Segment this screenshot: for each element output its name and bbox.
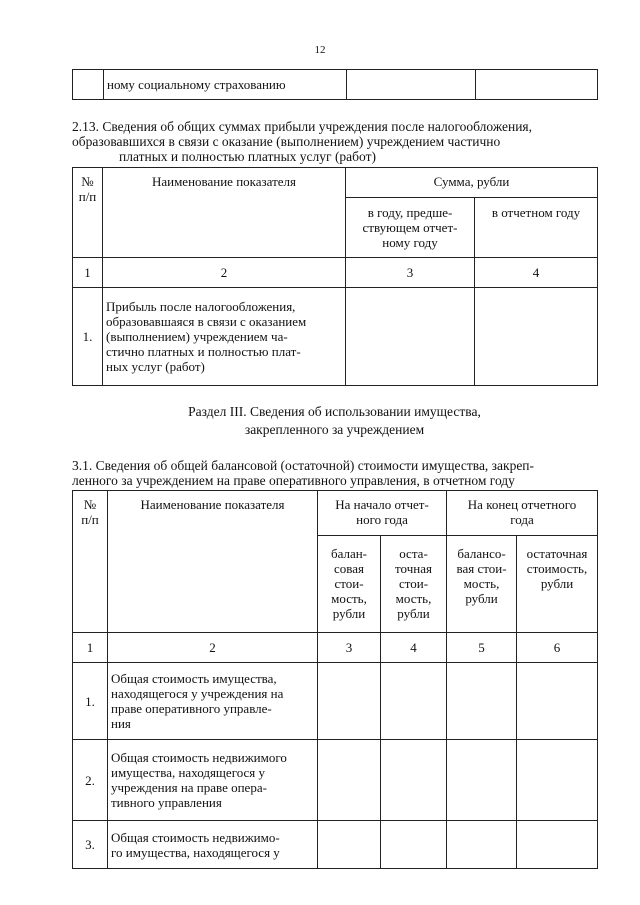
page-number: 12 — [314, 44, 326, 56]
row-num: 1. — [73, 663, 108, 740]
header-sum: Сумма, рубли — [346, 168, 598, 198]
section-3-1-heading-line: ленного за учреждением на праве оперативного управления, в отчетном году — [72, 473, 515, 488]
row-num: 3. — [73, 821, 108, 869]
row-name: Общая стоимость недвижимо- го имущества, находящегося у — [108, 821, 318, 869]
col-number: 3 — [346, 258, 475, 288]
col-number: 1 — [73, 633, 108, 663]
col-number: 2 — [108, 633, 318, 663]
property-value-table — [72, 490, 598, 869]
row-num: 1. — [73, 288, 103, 386]
header-prev-year: в году, предше- ствующем отчет- ному году — [346, 198, 475, 258]
section-2-13-heading-line: 2.13. Сведения об общих суммах прибыли учреждения после налогообложения, — [72, 119, 533, 134]
col-number: 1 — [73, 258, 103, 288]
col-number: 2 — [103, 258, 346, 288]
value-cell — [346, 288, 475, 386]
col-number: 3 — [318, 633, 381, 663]
top-table-text: ному социальному страхованию — [104, 70, 347, 100]
col-number: 6 — [517, 633, 598, 663]
section-3-title-line: Раздел III. Сведения об использовании имущества, — [188, 404, 481, 419]
header-report-year: в отчетном году — [475, 198, 598, 258]
section-3-title-line: закрепленного за учреждением — [244, 422, 425, 437]
row-name: Общая стоимость имущества, находящегося у учреждения на праве оперативного управле- ния — [108, 663, 318, 740]
row-num: 2. — [73, 740, 108, 821]
header-end-balance: балансо- вая стои- мость, рубли — [447, 536, 517, 633]
profit-table — [72, 167, 598, 386]
value-cell — [475, 288, 598, 386]
header-start-balance: балан- совая стои- мость, рубли — [318, 536, 381, 633]
header-num: № п/п — [73, 491, 108, 633]
col-number: 5 — [447, 633, 517, 663]
header-name: Наименование показателя — [103, 168, 346, 258]
header-end-residual: остаточная стоимость, рубли — [517, 536, 598, 633]
row-name: Общая стоимость недвижимого имущества, находящегося у учреждения на праве опера- тивного управления — [108, 740, 318, 821]
header-end-of-year: На конец отчетного года — [447, 491, 598, 536]
col-number: 4 — [381, 633, 447, 663]
col-number: 4 — [475, 258, 598, 288]
header-start-of-year: На начало отчет- ного года — [318, 491, 447, 536]
section-3-1-heading-line: 3.1. Сведения об общей балансовой (остаточной) стоимости имущества, закреп- — [72, 458, 535, 473]
section-2-13-heading-line: платных и полностью платных услуг (работ) — [119, 149, 377, 164]
header-num: № п/п — [73, 168, 103, 258]
row-name: Прибыль после налогообложения, образовавшаяся в связи с оказанием (выполнением) учреждением ча- стично платных и полностью плат- ных услуг (работ) — [103, 288, 346, 386]
section-3-1-heading — [72, 458, 597, 488]
header-name: Наименование показателя — [108, 491, 318, 633]
header-start-residual: оста- точная стои- мость, рубли — [381, 536, 447, 633]
section-2-13-heading — [72, 119, 597, 164]
section-2-13-heading-line: образовавшихся в связи с оказание (выполнением) учреждением частично — [72, 134, 501, 149]
top-continuation-table — [72, 69, 598, 100]
section-3-title — [72, 403, 597, 439]
